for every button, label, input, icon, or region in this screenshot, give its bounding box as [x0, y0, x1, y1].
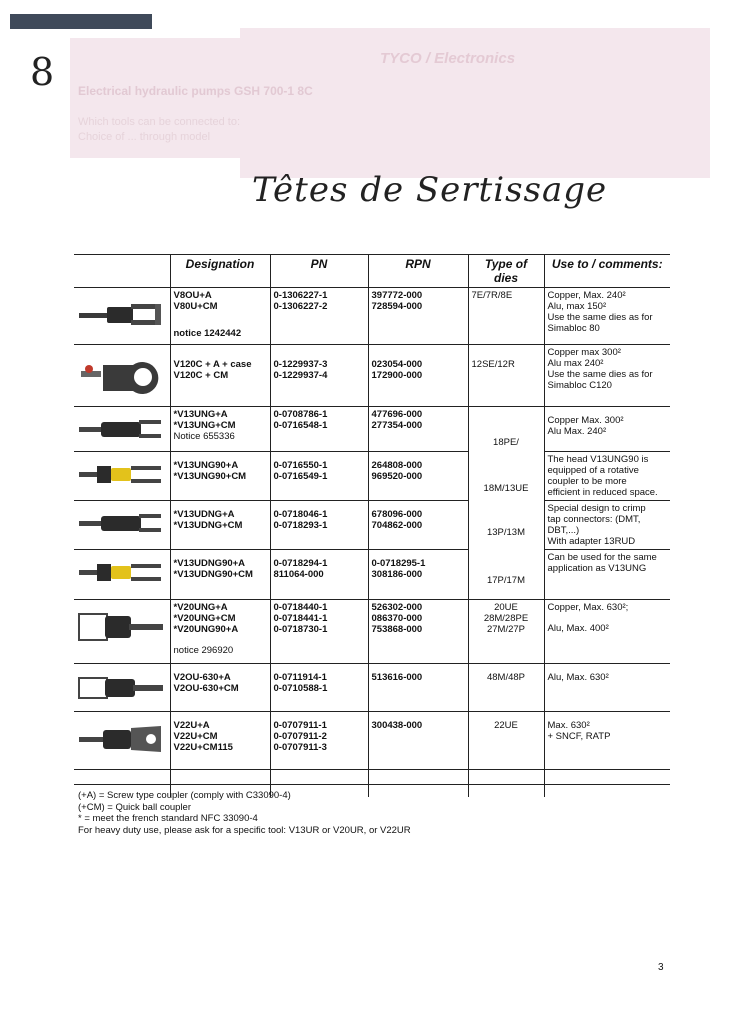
pn-line: 0-0710588-1: [273, 683, 328, 694]
pn-cell: [270, 288, 368, 345]
tool-image-v22u: [74, 712, 170, 770]
rpn-cell: [368, 345, 468, 407]
pn-line: 0-1306227-2: [273, 301, 328, 312]
designation-line: V120C + CM: [173, 370, 229, 381]
pn-line: 0-0718441-1: [273, 613, 328, 624]
use-line: Copper Max. 300²: [547, 415, 624, 426]
use-line: Alu, Max. 630²: [547, 672, 609, 683]
rpn-line: 678096-000: [371, 509, 423, 520]
designation-cell: [170, 600, 270, 664]
crimping-head-icon: [77, 722, 165, 756]
faint-line-2: Choice of ... through model: [78, 131, 211, 143]
rpn-cell: [368, 288, 468, 345]
use-cell: [544, 664, 670, 712]
rpn-line: 308186-000: [371, 569, 423, 580]
rpn-line: 0-0718295-1: [371, 558, 426, 569]
pn-line: 811064-000: [273, 569, 324, 580]
footnote: * = meet the french standard NFC 33090-4: [78, 813, 258, 824]
pn-cell: [270, 712, 368, 770]
use-line: Simabloc C120: [547, 380, 612, 391]
tool-image-v120c: [74, 345, 170, 407]
designation-line: V8OU+A: [173, 290, 212, 301]
rpn-cell: [368, 600, 468, 664]
footnotes: [78, 790, 411, 836]
use-line: Special design to crimp: [547, 503, 646, 514]
empty-cell: [544, 770, 670, 785]
dies-value: 20UE: [494, 602, 518, 613]
pn-line: 0-0708786-1: [273, 409, 328, 420]
designation-line: *V13UNG90+A: [173, 460, 239, 471]
pn-line: 0-0711914-1: [273, 672, 327, 683]
use-line: Alu Max. 240²: [547, 426, 607, 437]
rpn-cell: [368, 664, 468, 712]
pn-cell: [270, 501, 368, 550]
designation-line: *V20UNG+A: [173, 602, 228, 613]
shared-dies-cell: [468, 407, 544, 600]
use-line: Copper, Max. 630²;: [547, 602, 629, 613]
use-line: Simabloc 80: [547, 323, 600, 334]
pn-line: 0-1229937-3: [273, 359, 328, 370]
use-line: Use the same dies as for: [547, 312, 653, 323]
designation-line: *V13UDNG90+CM: [173, 569, 253, 580]
use-line: Alu, Max. 400²: [547, 623, 609, 634]
pn-line: 0-0718046-1: [273, 509, 328, 520]
dies-cell: [468, 712, 544, 770]
pn-line: 0-0718440-1: [273, 602, 328, 613]
use-cell: [544, 407, 670, 452]
tool-image-v13udng: [74, 501, 170, 550]
brand-logo: TYCO / Electronics: [380, 50, 516, 67]
use-line: Copper max 300²: [547, 347, 621, 358]
use-line: Copper, Max. 240²: [547, 290, 626, 301]
tool-image-v2ou630: [74, 664, 170, 712]
designation-cell: [170, 288, 270, 345]
designation-line: *V13UNG+CM: [173, 420, 236, 431]
empty-cell: [74, 770, 170, 785]
notice-text: notice 296920: [173, 645, 234, 656]
dies-value: 27M/27P: [486, 624, 526, 635]
tool-image-v13ung90: [74, 452, 170, 501]
designation-cell: [170, 664, 270, 712]
rpn-line: 728594-000: [371, 301, 423, 312]
use-cell: [544, 550, 670, 600]
page-marker: 8: [30, 50, 55, 94]
pn-cell: [270, 407, 368, 452]
footnote: (+A) = Screw type coupler (comply with C33090-4): [78, 790, 291, 801]
crimping-head-icon: [77, 610, 165, 644]
designation-cell: [170, 712, 270, 770]
use-line: Can be used for the same: [547, 552, 657, 563]
rpn-line: 704862-000: [371, 520, 423, 531]
designation-cell: [170, 550, 270, 600]
empty-cell: [368, 770, 468, 785]
designation-line: V22U+CM: [173, 731, 218, 742]
empty-cell: [270, 770, 368, 785]
rpn-line: 172900-000: [371, 370, 423, 381]
dies-cell: [468, 345, 544, 407]
use-line: Max. 630²: [547, 720, 590, 731]
designation-line: V2OU-630+A: [173, 672, 231, 683]
rpn-line: 300438-000: [371, 720, 423, 731]
dies-value: 17P/17M: [486, 575, 526, 586]
designation-line: *V20UNG+CM: [173, 613, 236, 624]
empty-cell: [468, 770, 544, 785]
use-line: Alu, max 150²: [547, 301, 607, 312]
dies-cell: [468, 600, 544, 664]
page-title: Têtes de Sertissage: [252, 170, 608, 210]
use-line: DBT,...): [547, 525, 580, 536]
use-cell: [544, 452, 670, 501]
crimping-head-icon: [77, 674, 165, 702]
rpn-line: 023054-000: [371, 359, 423, 370]
use-line: + SNCF, RATP: [547, 731, 611, 742]
notice-text: notice 1242442: [173, 328, 242, 339]
rpn-line: 397772-000: [371, 290, 423, 301]
designation-line: V80U+CM: [173, 301, 218, 312]
pn-line: 0-0707911-1: [273, 720, 327, 731]
tool-image-v20ung: [74, 600, 170, 664]
crimping-head-icon: [77, 462, 165, 488]
use-line: Use the same dies as for: [547, 369, 653, 380]
crimping-head-icon: [77, 560, 165, 586]
pn-cell: [270, 664, 368, 712]
notice-text: Notice 655336: [173, 431, 235, 442]
tool-image-v8ou: [74, 288, 170, 345]
empty-cell: [468, 785, 544, 797]
dies-value: 7E/7R/8E: [471, 290, 513, 301]
rpn-cell: [368, 452, 468, 501]
use-line: The head V13UNG90 is: [547, 454, 649, 465]
use-cell: [544, 288, 670, 345]
pn-line: 0-0716548-1: [273, 420, 328, 431]
dies-value: 18M/13UE: [483, 483, 529, 494]
rpn-line: 086370-000: [371, 613, 423, 624]
pn-cell: [270, 452, 368, 501]
dies-value: 13P/13M: [486, 527, 526, 538]
rpn-cell: [368, 550, 468, 600]
pn-cell: [270, 550, 368, 600]
pn-line: 0-1306227-1: [273, 290, 328, 301]
tool-image-v13udng90: [74, 550, 170, 600]
use-line: Alu max 240²: [547, 358, 604, 369]
use-line: equipped of a rotative: [547, 465, 639, 476]
designation-line: *V13UDNG90+A: [173, 558, 246, 569]
empty-cell: [170, 770, 270, 785]
designation-line: V120C + A + case: [173, 359, 252, 370]
header-rpn: RPN: [368, 255, 468, 288]
c-head-icon: [77, 355, 165, 395]
designation-cell: [170, 501, 270, 550]
designation-line: V2OU-630+CM: [173, 683, 239, 694]
rpn-line: 753868-000: [371, 624, 423, 635]
designation-line: V22U+CM115: [173, 742, 233, 753]
rpn-line: 477696-000: [371, 409, 423, 420]
designation-line: V22U+A: [173, 720, 210, 731]
use-line: efficient in reduced space.: [547, 487, 658, 498]
top-color-bar: [10, 14, 152, 29]
use-cell: [544, 600, 670, 664]
dies-value: 28M/28PE: [483, 613, 529, 624]
dies-value: 22UE: [494, 720, 518, 731]
page-number: 3: [658, 962, 664, 973]
crimping-head-icon: [77, 417, 165, 441]
crimping-head-icon: [77, 511, 165, 535]
rpn-cell: [368, 712, 468, 770]
designation-cell: [170, 407, 270, 452]
pn-line: 0-1229937-4: [273, 370, 328, 381]
dies-cell: [468, 664, 544, 712]
pn-cell: [270, 600, 368, 664]
header-image: [74, 255, 170, 288]
pn-line: 0-0707911-2: [273, 731, 327, 742]
use-line: With adapter 13RUD: [547, 536, 636, 547]
use-line: application as V13UNG: [547, 563, 647, 574]
crimping-head-icon: [77, 298, 165, 332]
designation-line: *V13UDNG+A: [173, 509, 235, 520]
rpn-line: 264808-000: [371, 460, 423, 471]
use-cell: [544, 345, 670, 407]
header-designation: Designation: [170, 255, 270, 288]
tool-image-v13ung: [74, 407, 170, 452]
pn-cell: [270, 345, 368, 407]
footnote: For heavy duty use, please ask for a specific tool: V13UR or V20UR, or V22UR: [78, 824, 411, 836]
faint-heading: Electrical hydraulic pumps GSH 700-1 8C: [78, 84, 313, 98]
rpn-cell: [368, 501, 468, 550]
use-cell: [544, 501, 670, 550]
faint-line-1: Which tools can be connected to:: [78, 116, 241, 128]
use-line: coupler to be more: [547, 476, 627, 487]
header-dies: Type of dies: [468, 255, 544, 288]
crimping-heads-table: [74, 254, 670, 797]
dies-cell: [468, 288, 544, 345]
rpn-line: 526302-000: [371, 602, 423, 613]
rpn-cell: [368, 407, 468, 452]
empty-cell: [544, 785, 670, 797]
pn-line: 0-0716549-1: [273, 471, 328, 482]
use-line: tap connectors: (DMT,: [547, 514, 641, 525]
dies-value: 12SE/12R: [471, 359, 515, 370]
rpn-line: 969520-000: [371, 471, 423, 482]
dies-value: 48M/48P: [486, 672, 526, 683]
pn-line: 0-0716550-1: [273, 460, 328, 471]
pn-line: 0-0718730-1: [273, 624, 328, 635]
pn-line: 0-0718294-1: [273, 558, 328, 569]
header-use: Use to / comments:: [544, 255, 670, 288]
designation-line: *V13UNG90+CM: [173, 471, 247, 482]
use-cell: [544, 712, 670, 770]
rpn-line: 513616-000: [371, 672, 423, 683]
designation-cell: [170, 452, 270, 501]
pn-line: 0-0718293-1: [273, 520, 328, 531]
rpn-line: 277354-000: [371, 420, 423, 431]
dies-value: 18PE/: [493, 437, 519, 448]
pn-line: 0-0707911-3: [273, 742, 327, 753]
designation-line: *V20UNG90+A: [173, 624, 239, 635]
footnote: (+CM) = Quick ball coupler: [78, 801, 191, 813]
designation-cell: [170, 345, 270, 407]
designation-line: *V13UDNG+CM: [173, 520, 243, 531]
designation-line: *V13UNG+A: [173, 409, 228, 420]
header-pn: PN: [270, 255, 368, 288]
